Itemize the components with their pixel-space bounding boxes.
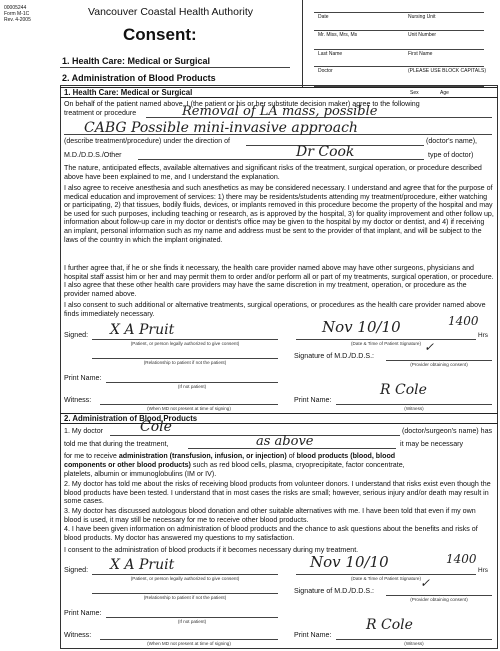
md-signature-line[interactable] — [386, 360, 492, 361]
print-name-line-2[interactable] — [106, 617, 278, 618]
risks-paragraph: 2. My doctor has told me about the risks of receiving blood products from volunteer donors. I understand that risks exist even though the blood products have been tested. I understand that in most cases the risks are small; however, serious injury and/or death may result in some cases. — [64, 480, 491, 506]
organization-name: Vancouver Coastal Health Authority — [88, 6, 253, 18]
section-2-heading: 2. Administration of Blood Products — [64, 414, 198, 423]
section-1-heading: 1. Health Care: Medical or Surgical — [64, 88, 193, 97]
consent-statement: I consent to the administration of blood products if it becomes necessary during my treatment. — [64, 546, 359, 554]
signed-label: Signed: — [64, 331, 89, 339]
my-doctor-label: 1. My doctor — [64, 427, 104, 435]
md-signature-caption-2: (Provider obtaining consent) — [410, 597, 468, 602]
explanation-paragraph: The nature, anticipated effects, available alternatives and significant risks of the treatment, surgical operation, or procedure described above have been explained to me, and I understand the explanation. — [64, 164, 482, 181]
signature-time-handwritten-2: 1400 — [446, 552, 477, 566]
autologous-paragraph: 3. My doctor has discussed autologous blood donation and other suitable alternatives with me. I have been told that even if my own blood is used, it may still be necessary for me to receive other blood products. — [64, 507, 476, 524]
patient-signature-line-2[interactable] — [92, 574, 278, 575]
print-name-label-2: Print Name: — [64, 609, 102, 617]
information-paragraph: 4. I have been given information on administration of blood products and the chance to ask questions about the benefits and risks of blood products. My doctor has answered my questions to my satisfaction. — [64, 525, 478, 542]
signature-date-handwritten: Nov 10/10 — [322, 318, 401, 336]
witness-print-name-label: Print Name: — [294, 396, 332, 404]
md-signature-handwritten-2: ✓ — [420, 576, 431, 590]
describe-label: (describe treatment/procedure) under the direction of — [64, 137, 231, 145]
patient-sex-label: Sex — [410, 90, 419, 96]
form-revision: Rev. 4-2005 — [4, 17, 31, 23]
doctor-handwritten-2: Cole — [140, 419, 172, 435]
witness-label: Witness: — [64, 396, 92, 404]
signature-time-handwritten: 1400 — [448, 314, 479, 328]
patient-doctor-label: Doctor — [318, 68, 333, 74]
signed-label-2: Signed: — [64, 566, 89, 574]
additional-treatment-paragraph: I also consent to such additional or alternative treatments, surgical operations, or procedures as the health care provider named above finds immediately necessary. — [64, 301, 486, 318]
form-title: Consent: — [123, 25, 197, 44]
witness-line[interactable] — [100, 404, 278, 405]
date-caption-2: (Date & Time of Patient Signature) — [351, 576, 421, 581]
patient-signature-handwritten-2: X A Pruit — [110, 557, 175, 573]
told-me-label: told me that during the treatment, — [64, 440, 169, 448]
surgeon-name-label: (doctor/surgeon's name) has — [402, 427, 493, 435]
witness-line-2[interactable] — [100, 639, 278, 640]
witness-print-name-line-2[interactable] — [336, 639, 492, 640]
witness-name-caption-2: (Witness) — [404, 641, 424, 646]
form-code: 00005244 — [4, 5, 27, 11]
signed-caption-2: (Patient, or person legally authorized to give consent) — [130, 576, 240, 581]
relationship-caption-2: (Relationship to patient if not the patient) — [143, 595, 227, 600]
block-capitals-note: (PLEASE USE BLOCK CAPITALS) — [408, 68, 486, 74]
form-number: Form M-1C — [4, 11, 30, 17]
blood-products-line3: platelets, albumin or immunoglobulins (IM or IV). — [64, 470, 217, 478]
relationship-line-2[interactable] — [92, 593, 278, 594]
patient-title-label: Mr. Miss, Mrs, Ms — [318, 32, 358, 38]
relationship-caption: (Relationship to patient if not the patient) — [143, 360, 227, 365]
witness-caption: (When MD not present at time of signing) — [147, 406, 231, 411]
date-caption: (Date & Time of Patient Signature) — [351, 341, 421, 346]
other-providers-paragraph: I further agree that, if he or she finds it necessary, the health care provider named above may have other surgeons, physicians and hospital staff assist him or her and may permit them to order and/or perform all or part of my treatments, surgical operation, or procedure. I also agree that these other health care providers may have the same discretion in my treatment, operation, or procedure as the provider named above. — [64, 264, 494, 298]
treatment-line2-handwritten: CABG Possible mini-invasive approach — [84, 120, 358, 136]
doctor-name-label: (doctor's name), — [426, 137, 478, 145]
signature-date-line-2[interactable] — [296, 574, 476, 575]
witness-print-name-label-2: Print Name: — [294, 631, 332, 639]
print-name-label: Print Name: — [64, 374, 102, 382]
patient-nursing-unit-label: Nursing Unit — [408, 14, 436, 20]
witness-name-handwritten: R Cole — [380, 382, 427, 398]
patient-first-name-label: First Name — [408, 51, 433, 57]
patient-signature-line[interactable] — [92, 339, 278, 340]
relationship-line[interactable] — [92, 358, 278, 359]
form-subtitle-2: 2. Administration of Blood Products — [62, 73, 216, 83]
patient-last-name-label: Last Name — [318, 51, 343, 57]
blood-products-line2: components or other blood products) such as red blood cells, plasma, cryoprecipitate, factor concentrate, — [64, 461, 405, 469]
md-label: M.D./D.D.S./Other — [64, 151, 122, 159]
md-signature-caption: (Provider obtaining consent) — [410, 362, 468, 367]
type-of-doctor-label: type of doctor) — [428, 151, 474, 159]
treatment-handwritten-2: as above — [256, 434, 314, 449]
if-not-patient-caption-2: (If not patient) — [177, 619, 207, 624]
form-subtitle-1: 1. Health Care: Medical or Surgical — [62, 56, 211, 66]
witness-print-name-line[interactable] — [336, 404, 492, 405]
treatment-handwritten: Removal of LA mass, possible — [182, 104, 378, 119]
anesthesia-paragraph: I also agree to receive anesthesia and such anesthetics as may be considered necessary. I understand and agree that for the purpose of medical education and improvement of services: 1) there may be residents/students attending my treatment/procedure, either watching or participating, 2) that tissues, bodily fluids, devices, or implants removed in this procedure become the property of the hospital and may be used for such purposes, including teaching or research, as is approved by the hospital, 3) for quality improvement and other follow up, information about follow-up care in my doctor or dentist's office may be given to the hospital by my doctor or dentist, and 4) if receiving an implant, personal information such as my name and address must be sent to the provider of that implant, and will be subject to the laws of the country in which the implant originated. — [64, 184, 494, 244]
if-not-patient-caption: (If not patient) — [177, 384, 207, 389]
patient-unit-number-label: Unit Number — [408, 32, 437, 38]
section-1-intro: On behalf of the patient named above, I (the patient or his or her substitute decision maker) agree to the following — [64, 100, 420, 108]
signature-date-line[interactable] — [296, 339, 476, 340]
patient-info-box — [302, 0, 498, 88]
witness-name-handwritten-2: R Cole — [366, 617, 413, 633]
doctor-handwritten: Dr Cook — [296, 144, 355, 160]
patient-signature-handwritten: X A Pruit — [110, 322, 175, 338]
signed-caption: (Patient, or person legally authorized to give consent) — [130, 341, 240, 346]
witness-label-2: Witness: — [64, 631, 92, 639]
treatment-label: treatment or procedure — [64, 109, 137, 117]
witness-caption-2: (When MD not present at time of signing) — [147, 641, 231, 646]
md-signature-line-2[interactable] — [386, 595, 492, 596]
patient-date-label: Date — [318, 14, 329, 20]
print-name-line[interactable] — [106, 382, 278, 383]
witness-name-caption: (Witness) — [404, 406, 424, 411]
signature-date-handwritten-2: Nov 10/10 — [310, 553, 389, 571]
hrs-label-2: Hrs — [478, 567, 488, 574]
blood-products-line1: for me to receive administration (transfusion, infusion, or injection) of blood products (blood, blood — [64, 452, 396, 460]
md-signature-label: Signature of M.D./D.D.S.: — [294, 352, 375, 360]
hrs-label: Hrs — [478, 332, 488, 339]
md-signature-label-2: Signature of M.D./D.D.S.: — [294, 587, 375, 595]
patient-age-label: Age — [440, 90, 449, 96]
md-signature-handwritten: ✓ — [424, 340, 435, 354]
may-be-necessary-label: it may be necessary — [400, 440, 464, 448]
